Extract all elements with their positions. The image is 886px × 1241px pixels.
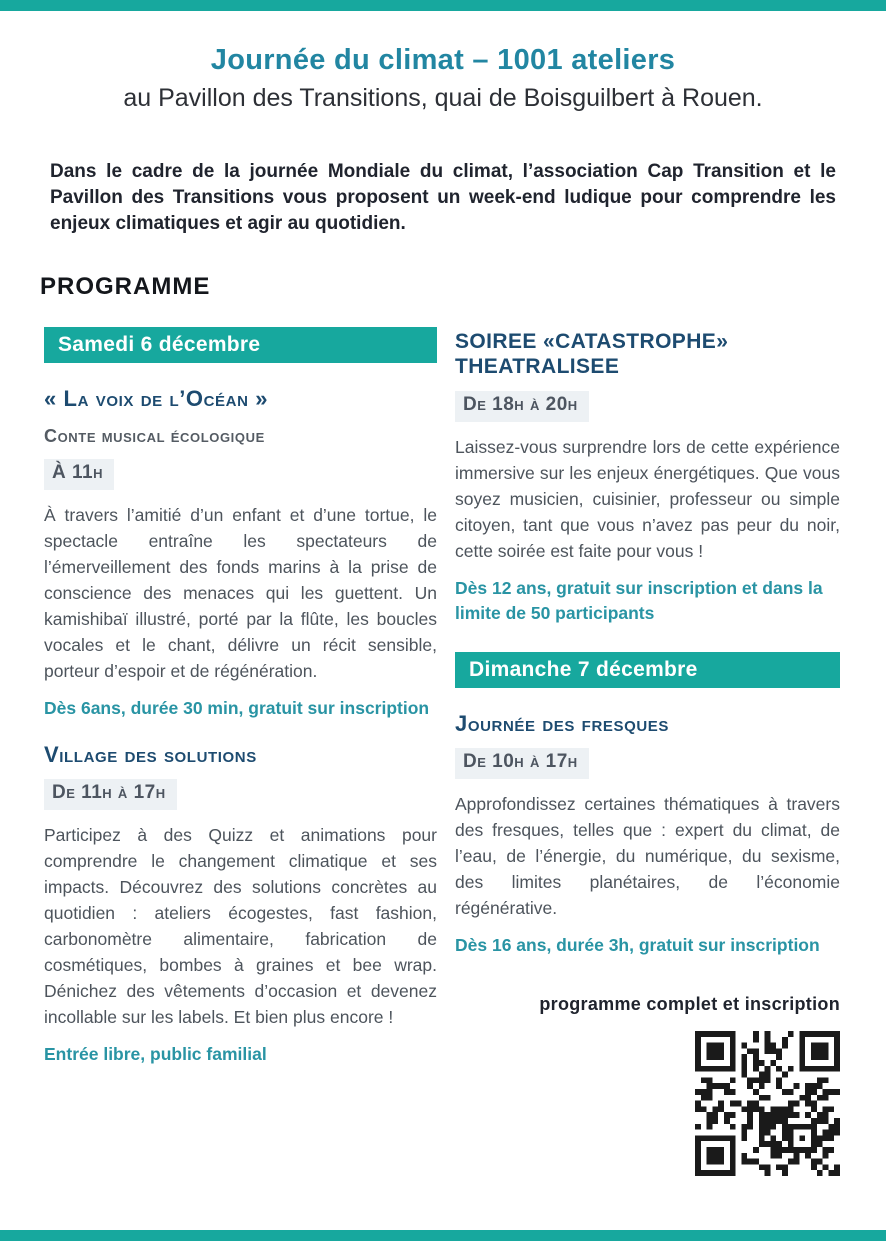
footer-cta-label: programme complet et inscription — [539, 994, 840, 1014]
event-title-ocean: « La voix de l’Océan » — [44, 386, 269, 411]
day-banner-saturday: Samedi 6 décembre — [44, 327, 437, 363]
day-banner-sunday: Dimanche 7 décembre — [455, 652, 840, 688]
bottom-accent-bar — [0, 1230, 886, 1241]
saturday-column — [44, 327, 437, 1176]
event-soiree — [455, 329, 840, 626]
flyer-header — [0, 44, 886, 301]
time-badge-fresques: De 10h à 17h — [455, 748, 589, 779]
event-body-fresques: Approfondissez certaines thématiques à travers des fresques, telles que : expert du climat, de l’eau, de l’énergie, du numérique, du sexisme, des limites planétaires, de l’économie régénérative. — [455, 794, 840, 918]
event-body-soiree: Laissez-vous surprendre lors de cette expérience immersive sur les enjeux énergétiques. Que vous soyez musicien, cuisinier, professeur ou simple citoyen, tant que vous n’avez pas peur du noir, cette soirée est faite pour vous ! — [455, 437, 840, 561]
event-title-soiree: SOIREE «CATASTROPHE» THEATRALISEE — [455, 330, 729, 378]
qr-code-image — [455, 1031, 840, 1176]
top-accent-bar — [0, 0, 886, 11]
page-subtitle: au Pavillon des Transitions, quai de Boisguilbert à Rouen. — [123, 84, 763, 112]
event-fresques — [455, 712, 840, 958]
program-heading: PROGRAMME — [40, 273, 211, 300]
intro-paragraph: Dans le cadre de la journée Mondiale du climat, l’association Cap Transition et le Pavillon des Transitions vous proposent un week-end ludique pour comprendre les enjeux climatiques et agir au quotidien. — [50, 161, 836, 234]
event-village — [44, 743, 437, 1067]
time-badge-soiree: De 18h à 20h — [455, 391, 589, 422]
event-note-village: Entrée libre, public familial — [44, 1044, 267, 1064]
event-ocean — [44, 387, 437, 721]
event-note-ocean: Dès 6ans, durée 30 min, gratuit sur inscription — [44, 698, 430, 718]
time-badge-village: De 11h à 17h — [44, 779, 177, 810]
event-title-fresques: Journée des fresques — [455, 711, 669, 736]
page-title: Journée du climat – 1001 ateliers — [210, 44, 676, 76]
event-body-ocean: À travers l’amitié d’un enfant et d’une tortue, le spectacle entraîne les spectateurs de l’émerveillement des fonds marins à la prise de conscience des menaces qui les guettent. Un kamishibaï illustré, porté par la flûte, les boucles vocales et le chant, délivre un récit sensible, porteur d’espoir et de régénération. — [44, 505, 437, 681]
event-note-soiree: Dès 12 ans, gratuit sur inscription et dans la limite de 50 participants — [455, 578, 823, 623]
event-note-fresques: Dès 16 ans, durée 3h, gratuit sur inscription — [455, 935, 820, 955]
event-title-village: Village des solutions — [44, 742, 257, 767]
event-subtitle-ocean: Conte musical écologique — [44, 426, 265, 446]
program-columns — [44, 327, 840, 1176]
time-badge-ocean: À 11h — [44, 459, 114, 490]
sunday-column — [455, 327, 840, 1176]
event-body-village: Participez à des Quizz et animations pour comprendre le changement climatique et ses impacts. Découvrez des solutions concrètes au quotidien : ateliers écogestes, fast fashion, carbonomètre alimentaire, fabrication de cosmétiques, bombes à graines et bee wrap. Dénichez des vêtements d’occasion et devenez incollable sur les labels. Et bien plus encore ! — [44, 825, 437, 1027]
